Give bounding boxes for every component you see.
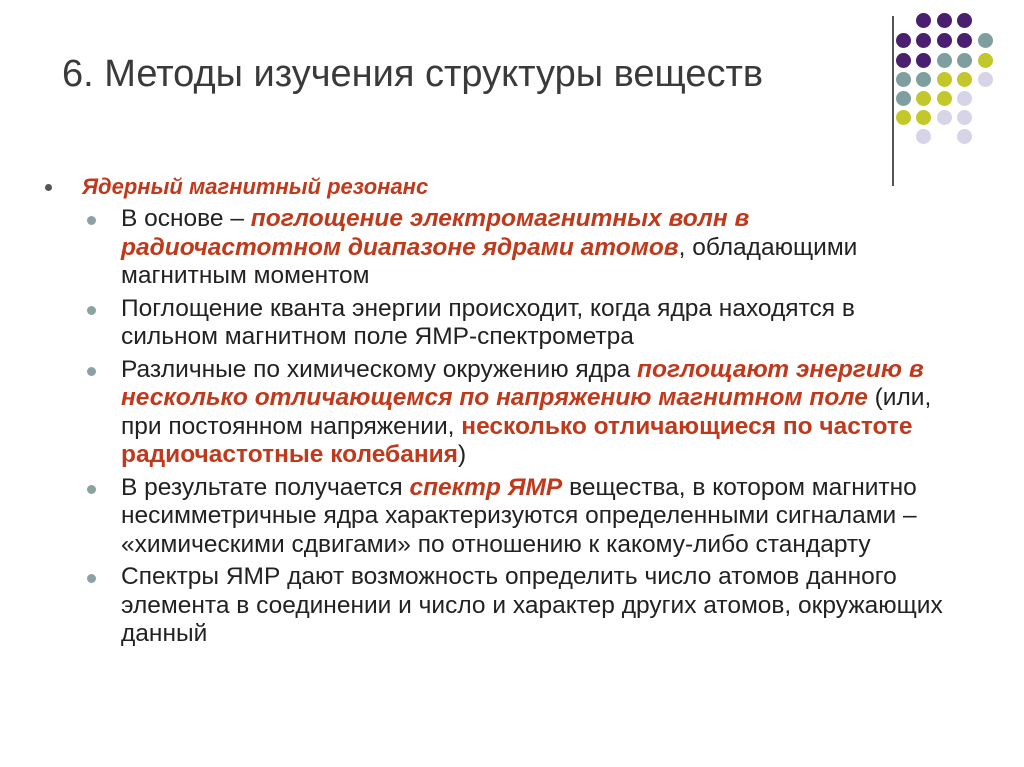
decorative-dot <box>916 13 931 28</box>
item-highlight: несколько отличающиеся по частоте радиочастотные колебания <box>121 412 913 468</box>
decorative-dot <box>937 13 952 28</box>
list-item <box>0 205 943 291</box>
item-text: вещества, в котором магнитно несимметричные ядра характеризуются определенными сигналами – «химическими сдвигами» по отношению к какому-либо стандарту <box>121 473 917 558</box>
decorative-dot <box>937 53 952 68</box>
decorative-dot <box>957 53 972 68</box>
decorative-dot <box>896 53 911 68</box>
section-heading <box>0 172 942 201</box>
decorative-dot <box>937 72 952 87</box>
section-heading-text: Ядерный магнитный резонанс <box>82 174 429 199</box>
decorative-dot <box>916 110 931 125</box>
item-text: ) <box>457 441 467 468</box>
decorative-dot <box>916 91 931 106</box>
decorative-dot <box>957 33 972 48</box>
bullet-list <box>0 205 1024 649</box>
decorative-dot <box>978 72 993 87</box>
item-text: Поглощение кванта энергии происходит, когда ядра находятся в сильном магнитном поле ЯМР-спектрометра <box>121 294 855 350</box>
slide-title: 6. Методы изучения структуры веществ <box>62 53 764 95</box>
decorative-dot <box>978 53 993 68</box>
item-text: (или, при постоянном напряжении, <box>121 384 932 440</box>
decorative-dot <box>916 33 931 48</box>
bullet-dot-icon <box>45 184 52 191</box>
decorative-dot <box>916 72 931 87</box>
item-text: Различные по химическому окружению ядра <box>121 355 638 383</box>
item-highlight: спектр ЯМР <box>409 473 563 501</box>
decorative-dot <box>896 91 911 106</box>
decorative-dot <box>957 72 972 87</box>
bullet-dot-icon <box>87 306 96 315</box>
bullet-dot-icon <box>87 485 96 494</box>
decorative-dot <box>896 110 911 125</box>
decorative-dot <box>978 33 993 48</box>
list-item <box>0 295 943 352</box>
bullet-dot-icon <box>87 216 96 225</box>
item-highlight: поглощение электромагнитных волн в радиочастотном диапазоне ядрами атомов <box>121 205 750 261</box>
decorative-dot <box>957 13 972 28</box>
item-text: В результате получается <box>121 473 410 501</box>
decorative-dot <box>937 91 952 106</box>
dot-grid-decoration <box>0 0 1024 200</box>
decorative-dot <box>937 110 952 125</box>
decorative-dot <box>957 110 972 125</box>
list-item <box>0 474 943 560</box>
decorative-dot <box>896 33 911 48</box>
decorative-dot <box>957 91 972 106</box>
item-text: Спектры ЯМР дают возможность определить число атомов данного элемента в соединении и число и характер других атомов, окружающих данный <box>121 563 943 647</box>
item-highlight: поглощают энергию в несколько отличающемся по напряжению магнитном поле <box>121 355 924 411</box>
bullet-dot-icon <box>87 367 96 376</box>
decorative-dot <box>957 129 972 144</box>
item-text: , обладающими магнитным моментом <box>121 233 858 289</box>
decorative-dot <box>937 33 952 48</box>
slide-body <box>0 172 1024 649</box>
list-item <box>0 356 943 470</box>
decorative-dot <box>916 53 931 68</box>
bullet-dot-icon <box>87 574 96 583</box>
item-text: В основе – <box>121 205 251 232</box>
list-item <box>0 563 943 649</box>
decorative-dot <box>896 72 911 87</box>
decorative-dot <box>916 129 931 144</box>
